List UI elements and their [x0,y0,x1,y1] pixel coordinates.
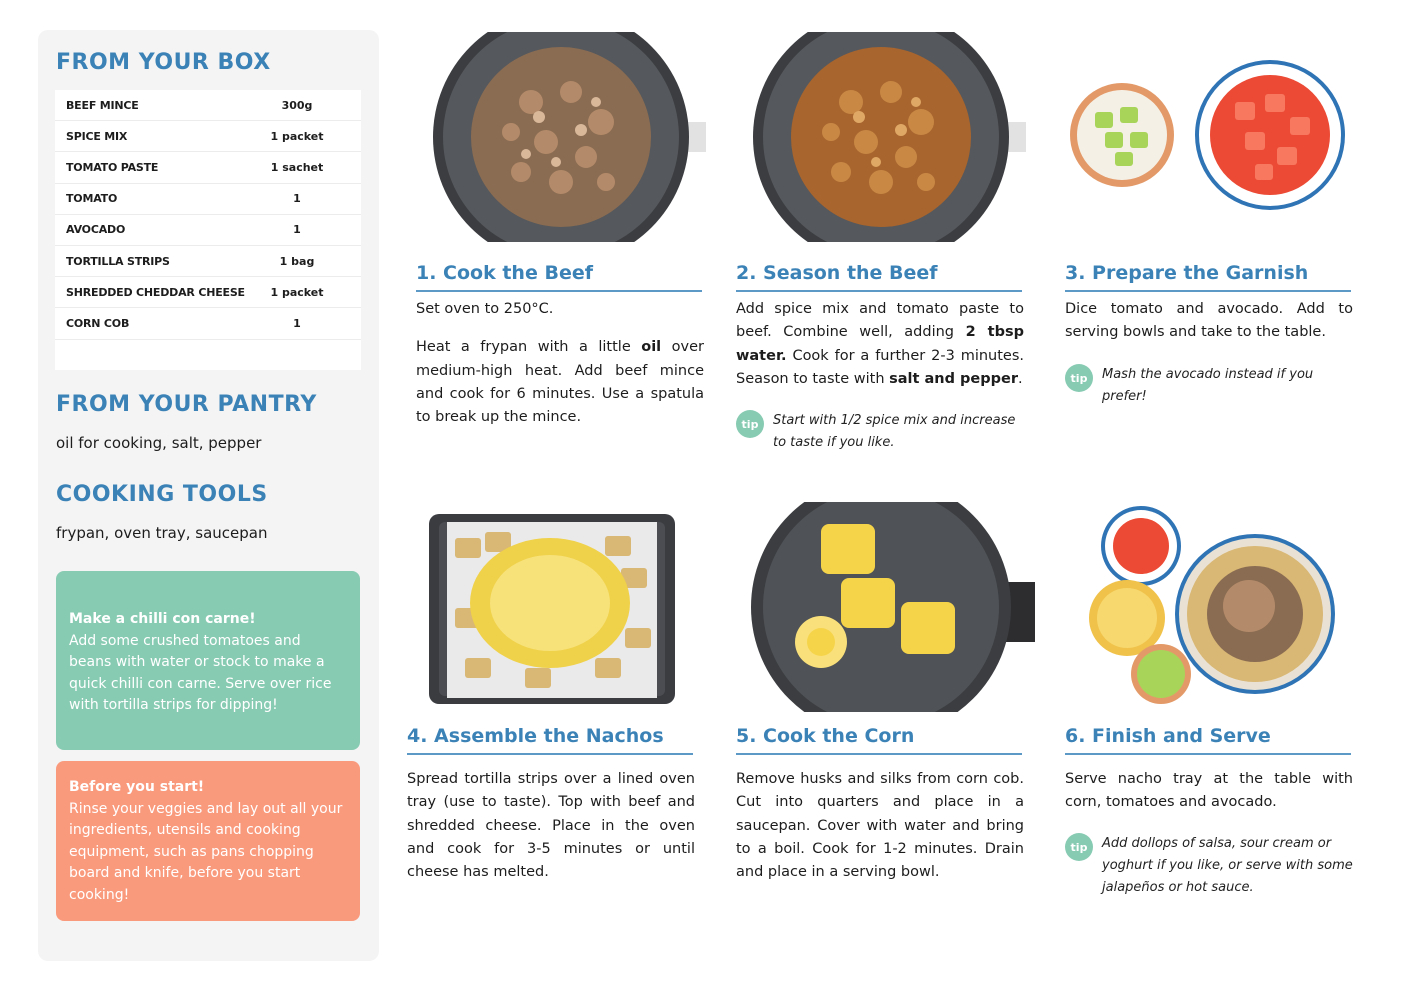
tip-text: Start with 1/2 spice mix and increase to taste if you like. [773,413,1016,450]
bold-text-run: salt and pepper [889,370,1018,387]
table-row [55,246,361,277]
step-title: 1. Cook the Beef [416,262,702,292]
step-title: 2. Season the Beef [736,262,1022,292]
step-paragraph: Spread tortilla strips over a lined oven tray (use to taste). Top with beef and shredded cheese. Place in the oven and cook for 3-5 minutes or until cheese has melted. [407,771,695,881]
from-your-pantry-heading: FROM YOUR PANTRY [56,392,317,417]
note-body: Add some crushed tomatoes and beans with water or stock to make a quick chilli con carne. Serve over rice with tortilla strips for dipping! [69,632,332,714]
step-title: 4. Assemble the Nachos [407,725,693,755]
tip-badge-icon: tip [736,410,764,438]
step-title: 5. Cook the Corn [736,725,1022,755]
ingredients-sidebar [38,30,379,961]
table-row [55,308,361,339]
seasoned-beef-frypan-image [751,32,1041,242]
table-row [55,90,361,121]
text-run: over medium-high heat. Add beef mince and cook for 6 minutes. Use a spatula to break up the mince. [416,339,704,426]
table-row [55,184,361,215]
text-run: Heat a frypan with a little [416,339,642,356]
ingredient-name: SPICE MIX [66,129,128,143]
step-instructions [736,298,1024,406]
tip-badge-icon: tip [1065,364,1093,392]
tip-text: Add dollops of salsa, sour cream or yoghurt if you like, or serve with some jalapeños or hot sauce. [1102,836,1353,895]
ingredient-qty: 1 packet [270,285,324,299]
ingredient-name: CORN COB [66,316,130,330]
ingredient-qty: 1 [293,223,301,237]
before-you-start-note [56,761,360,921]
bold-text-run: oil [641,339,662,356]
ingredient-qty: 1 bag [279,254,315,268]
step-paragraph: Set oven to 250°C. [416,301,554,317]
corn-saucepan-image [751,502,1041,712]
cooked-beef-frypan-image [431,32,721,242]
cooking-tools-list: frypan, oven tray, saucepan [56,524,268,542]
ingredients-table [55,90,361,370]
ingredient-name: TOMATO [66,192,118,206]
step-paragraph [736,298,1024,391]
bold-text-run: 2 tbsp water. [736,324,1024,364]
ingredient-qty: 1 [293,316,301,330]
ingredient-qty: 300g [281,98,313,112]
tip-badge-icon: tip [1065,833,1093,861]
table-row [55,152,361,183]
from-your-box-heading: FROM YOUR BOX [56,50,271,75]
text-run: . [1017,370,1023,387]
text-run: Cook for a further 2-3 minutes. Season to taste with [736,347,1024,387]
table-row [55,215,361,246]
table-row [55,121,361,152]
ingredient-qty: 1 packet [270,129,324,143]
ingredient-name: TOMATO PASTE [66,160,159,174]
ingredient-qty: 1 [293,192,301,206]
step-paragraph: Remove husks and silks from corn cob. Cut into quarters and place in a saucepan. Cover with water and bring to a boil. Cook for 1-2 minutes. Drain and place in a serving bowl. [736,771,1024,881]
step-title: 3. Prepare the Garnish [1065,262,1351,292]
step-paragraph [416,336,704,429]
step-tip [1065,364,1353,408]
note-title: Before you start! [69,779,205,795]
step-paragraph: Dice tomato and avocado. Add to serving bowls and take to the table. [1065,301,1353,341]
note-body: Rinse your veggies and lay out all your ingredients, utensils and cooking equipment, such as pans chopping board and knife, before you start cooking! [69,800,343,903]
cooking-tools-heading: COOKING TOOLS [56,482,268,507]
table-row [55,277,361,308]
step-instructions [736,768,1024,899]
pantry-items: oil for cooking, salt, pepper [56,434,262,452]
text-run: Add spice mix and tomato paste to beef. Combine well, adding [736,301,1024,341]
step-tip [736,410,1024,454]
ingredient-name: BEEF MINCE [66,98,139,112]
step-tip [1065,833,1353,899]
step-instructions [1065,298,1353,360]
ingredient-name: SHREDDED CHEDDAR CHEESE [66,285,245,299]
step-paragraph: Serve nacho tray at the table with corn, tomatoes and avocado. [1065,771,1353,811]
ingredient-name: TORTILLA STRIPS [66,254,170,268]
step-instructions [416,298,704,444]
diced-garnish-bowls-image [1065,32,1355,242]
tip-text: Mash the avocado instead if you prefer! [1102,367,1314,404]
step-title: 6. Finish and Serve [1065,725,1351,755]
nachos-oven-tray-image [425,508,715,718]
finished-nachos-image [1079,506,1369,716]
chilli-con-carne-note [56,571,360,750]
note-title: Make a chilli con carne! [69,611,256,627]
step-instructions [1065,768,1353,830]
ingredient-name: AVOCADO [66,223,126,237]
ingredient-qty: 1 sachet [270,160,324,174]
step-instructions [407,768,695,899]
